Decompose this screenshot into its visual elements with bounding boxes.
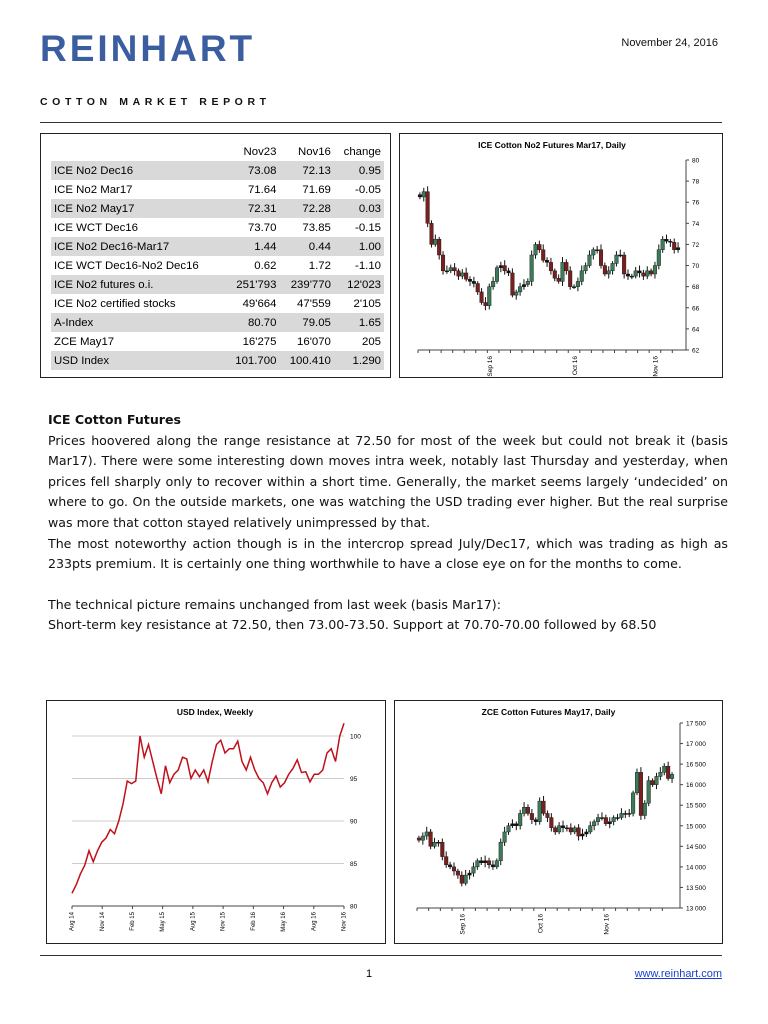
table-cell-value: 0.03 <box>334 199 384 218</box>
candle <box>561 826 565 828</box>
website-link[interactable]: www.reinhart.com <box>634 968 722 980</box>
table-cell-value: 0.95 <box>334 161 384 180</box>
candle <box>518 287 522 292</box>
candle <box>444 857 448 865</box>
candle <box>437 842 441 843</box>
candle <box>662 766 666 772</box>
candle <box>514 824 518 826</box>
table-cell-value: 72.13 <box>279 161 333 180</box>
table-cell-value: 79.05 <box>279 313 333 332</box>
candle <box>495 861 499 867</box>
y-tick-label: 14 000 <box>686 864 706 872</box>
table-cell-value: 0.62 <box>254 259 277 272</box>
table-cell-value: 80.70 <box>225 313 279 332</box>
usd-index-line <box>72 723 344 893</box>
x-tick-label: Oct 16 <box>571 356 579 376</box>
candle <box>580 271 584 282</box>
table-cell-label: ZCE May17 <box>54 335 115 348</box>
candle <box>622 255 626 274</box>
candle <box>604 818 608 824</box>
table-cell-value: 73.85 <box>302 221 331 234</box>
candle <box>581 834 585 836</box>
candle <box>639 772 643 815</box>
candle <box>479 861 483 863</box>
candle <box>596 818 600 822</box>
y-tick-label: 70 <box>692 263 700 271</box>
candle <box>577 828 581 836</box>
table-cell-value: 49'664 <box>242 297 277 310</box>
candle <box>655 776 659 784</box>
candle <box>627 813 631 814</box>
candle <box>643 803 647 815</box>
candle <box>585 832 589 834</box>
reinhart-logo: REINHART <box>40 28 256 69</box>
x-tick-label: Aug 16 <box>311 912 318 932</box>
y-tick-label: 76 <box>692 199 700 207</box>
table-row <box>51 180 384 199</box>
candle <box>445 271 449 272</box>
y-tick-label: 68 <box>692 284 700 292</box>
candle <box>530 813 534 819</box>
candle <box>518 813 522 825</box>
table-cell-label: ICE WCT Dec16-No2 Dec16 <box>54 259 199 272</box>
y-tick-label: 74 <box>692 220 700 228</box>
candle <box>612 818 616 822</box>
y-tick-label: 85 <box>350 861 358 868</box>
y-tick-label: 72 <box>692 241 700 249</box>
candle <box>568 271 572 287</box>
y-tick-label: 13 500 <box>686 884 706 892</box>
candle <box>484 303 488 306</box>
candle <box>522 285 526 287</box>
candle <box>588 255 592 266</box>
candle <box>425 832 429 836</box>
ice-candlestick-chart <box>400 134 722 377</box>
y-tick-label: 80 <box>350 903 358 911</box>
candle <box>526 807 530 813</box>
candle <box>666 766 670 778</box>
candle <box>476 284 480 292</box>
candle <box>487 861 491 865</box>
x-tick-label: Nov 16 <box>341 912 348 932</box>
table-cell-value: 1.44 <box>225 237 279 256</box>
candle <box>507 826 511 832</box>
candle <box>441 842 445 856</box>
table-cell-value: 101.700 <box>225 351 279 370</box>
candle <box>503 266 507 271</box>
zce-candlestick-chart <box>395 701 722 943</box>
candle <box>538 801 542 822</box>
candle <box>611 263 615 270</box>
candle <box>468 873 472 875</box>
candle <box>573 828 577 832</box>
candle <box>620 813 624 817</box>
x-tick-label: Nov 14 <box>99 912 106 932</box>
table-cell-value: -1.10 <box>355 259 381 272</box>
paragraph-3: The technical picture remains unchanged from last week (basis Mar17): <box>48 596 501 612</box>
candle <box>421 836 425 840</box>
commentary <box>48 410 728 636</box>
candle <box>522 807 526 813</box>
candle <box>448 865 452 867</box>
y-tick-label: 95 <box>350 776 358 783</box>
y-tick-label: 62 <box>692 347 700 355</box>
table-cell-value: -0.05 <box>355 183 381 196</box>
table-cell-value: 12'023 <box>334 275 384 294</box>
table-cell-value: 100.410 <box>279 351 333 370</box>
candle <box>530 255 534 281</box>
y-tick-label: 17 500 <box>686 720 706 728</box>
candle <box>618 255 622 256</box>
candle <box>576 281 580 286</box>
candle <box>600 818 604 819</box>
candle <box>569 828 573 832</box>
table-row <box>51 161 384 180</box>
table-cell-value: 73.70 <box>247 221 277 234</box>
table-row <box>51 294 384 313</box>
candle <box>422 192 426 197</box>
candle <box>461 273 465 276</box>
candle <box>456 871 460 875</box>
candle <box>417 838 421 840</box>
table-cell-value: 239'770 <box>279 275 333 294</box>
paragraph-2: The most noteworthy action though is in the intercrop spread July/Dec17, which was trading as high as 233pts premium. It is certainly one thing worthwhile to have a close eye on for the months to come. <box>48 535 728 572</box>
candle <box>630 276 634 277</box>
candle <box>526 281 530 284</box>
candle <box>670 774 674 778</box>
candle <box>437 239 441 255</box>
candle <box>557 278 561 281</box>
candle <box>514 292 518 295</box>
candle <box>472 281 476 283</box>
footer-divider <box>40 955 722 956</box>
y-tick-label: 15 500 <box>686 802 706 810</box>
table-cell-value: 1.290 <box>334 351 384 370</box>
candle <box>550 818 554 828</box>
table-row <box>51 199 384 218</box>
table-cell-value: 73.08 <box>225 161 279 180</box>
column-header <box>51 142 225 161</box>
table-cell-value: 71.69 <box>302 183 331 196</box>
table-cell-value: 1.72 <box>308 259 331 272</box>
candle <box>607 271 611 274</box>
table-cell-label: ICE No2 certified stocks <box>54 297 176 310</box>
y-tick-label: 64 <box>692 326 700 334</box>
candle <box>592 822 596 826</box>
candle <box>511 824 515 826</box>
chart-title: ICE Cotton No2 Futures Mar17, Daily <box>478 140 626 150</box>
table-row <box>51 275 384 294</box>
candle <box>608 822 612 824</box>
table-cell-label: ICE No2 Mar17 <box>54 183 133 196</box>
column-header: Nov23 <box>243 145 277 158</box>
candle <box>426 192 430 224</box>
candle <box>669 241 673 242</box>
candle <box>464 273 468 279</box>
candle <box>449 268 453 271</box>
table-cell-value: 72.28 <box>279 199 333 218</box>
candle <box>642 273 646 276</box>
column-header: change <box>343 145 381 158</box>
candle <box>599 250 603 266</box>
candle <box>561 262 565 281</box>
table-cell-label: A-Index <box>51 313 225 332</box>
candle <box>499 266 503 268</box>
candle <box>557 826 561 832</box>
table-cell-value: 71.64 <box>247 183 277 196</box>
candle <box>468 279 472 281</box>
table-cell-value: 251'793 <box>225 275 279 294</box>
table-cell-value: 1.65 <box>334 313 384 332</box>
table-cell-value: 16'070 <box>297 335 331 348</box>
candle <box>565 262 569 270</box>
candle <box>476 861 480 867</box>
table-row <box>51 313 384 332</box>
table-cell-value: 72.31 <box>225 199 279 218</box>
candle <box>534 820 538 822</box>
table-cell-label: USD Index <box>51 351 225 370</box>
candle <box>649 271 653 274</box>
candle <box>659 772 663 776</box>
table-cell-label: ICE No2 Dec16-Mar17 <box>51 237 225 256</box>
candle <box>676 248 680 250</box>
page-number: 1 <box>366 968 373 980</box>
table-cell-value: 47'559 <box>297 297 331 310</box>
table-header-row <box>51 142 384 161</box>
candle <box>647 781 651 804</box>
header-divider <box>40 122 722 123</box>
y-tick-label: 17 000 <box>686 741 706 749</box>
candle <box>546 813 550 817</box>
candle <box>429 832 433 846</box>
x-tick-label: Nov 16 <box>603 914 611 935</box>
y-tick-label: 14 500 <box>686 843 706 851</box>
candle <box>588 826 592 832</box>
x-tick-label: Feb 16 <box>250 912 257 931</box>
table-row <box>51 218 384 237</box>
candle <box>565 828 569 829</box>
candle <box>491 865 495 867</box>
candle <box>553 828 557 832</box>
x-tick-label: Feb 15 <box>130 912 137 931</box>
candle <box>464 875 468 883</box>
candle <box>480 292 484 303</box>
table-cell-label: ICE No2 May17 <box>51 199 225 218</box>
candle <box>553 271 557 278</box>
candle <box>511 273 515 295</box>
x-tick-label: May 15 <box>160 912 167 932</box>
candle <box>616 818 620 819</box>
candle <box>507 271 511 273</box>
candle <box>638 271 642 273</box>
table-cell-value: 205 <box>361 335 381 348</box>
x-tick-label: May 16 <box>281 912 288 932</box>
candle <box>661 239 665 250</box>
table-row <box>51 332 384 351</box>
candle <box>434 239 438 244</box>
candle <box>499 842 503 861</box>
candle <box>592 250 596 255</box>
candle <box>624 813 628 814</box>
table-cell-label: ICE WCT Dec16 <box>54 221 138 234</box>
y-tick-label: 80 <box>692 157 700 165</box>
candle <box>495 268 499 282</box>
candle <box>542 801 546 813</box>
candle <box>634 271 638 276</box>
candle <box>651 781 655 785</box>
candle <box>453 268 457 271</box>
commentary-heading: ICE Cotton Futures <box>48 412 182 427</box>
candle <box>460 875 464 883</box>
candle <box>672 242 676 249</box>
candle <box>541 250 545 261</box>
candle <box>615 255 619 263</box>
chart-title: ZCE Cotton Futures May17, Daily <box>481 707 616 717</box>
candle <box>572 287 576 288</box>
table-row <box>51 351 384 370</box>
price-table <box>51 142 384 370</box>
candle <box>645 271 649 276</box>
table-cell-value: 1.00 <box>334 237 384 256</box>
table-row <box>51 237 384 256</box>
table-cell-value: 2'105 <box>353 297 381 310</box>
chart-title: USD Index, Weekly <box>176 707 254 717</box>
candle <box>545 260 549 262</box>
paragraph-1: Prices hoovered along the range resistance at 72.50 for most of the week but could not break it (basis Mar17). There were some interesting down moves intra week, notably last Thursday and yesterday, when prices fell sharply only to recover within a short time. Generally, the market seems largely ‘undecided’ on where to go. On the outside markets, one was watching the USD trading ever higher. But the real surprise was more that cotton stayed relatively unimpressed by that. <box>48 432 728 530</box>
candle <box>538 244 542 249</box>
candle <box>457 271 461 276</box>
x-tick-label: Sep 16 <box>487 356 495 377</box>
candle <box>487 287 491 306</box>
table-cell-value: 16'275 <box>242 335 277 348</box>
x-tick-label: Nov 16 <box>652 356 660 377</box>
paragraph-4: Short-term key resistance at 72.50, then 73.00-73.50. Support at 70.70-70.00 followed by 68.50 <box>48 617 657 633</box>
y-tick-label: 78 <box>692 178 700 186</box>
price-table-box <box>40 133 391 378</box>
chart-usd-index <box>46 700 386 944</box>
candle <box>483 861 487 863</box>
table-cell-label: ICE No2 futures o.i. <box>51 275 225 294</box>
candle <box>491 281 495 286</box>
table-cell-value: -0.15 <box>355 221 381 234</box>
candle <box>418 195 422 197</box>
candle <box>665 239 669 241</box>
y-tick-label: 13 000 <box>686 905 706 913</box>
candle <box>626 274 630 276</box>
y-tick-label: 90 <box>350 818 358 826</box>
chart-ice-mar17 <box>399 133 723 378</box>
y-tick-label: 66 <box>692 305 700 313</box>
y-tick-label: 100 <box>350 733 361 741</box>
x-tick-label: Sep 16 <box>459 914 467 935</box>
table-cell-label: ICE No2 Dec16 <box>51 161 225 180</box>
candle <box>603 266 607 274</box>
candle <box>631 793 635 814</box>
candle <box>584 266 588 271</box>
candle <box>503 832 507 842</box>
candle <box>472 867 476 873</box>
table-row <box>51 256 384 275</box>
candle <box>657 250 661 266</box>
candle <box>653 266 657 274</box>
candle <box>635 772 639 793</box>
report-subtitle: COTTON MARKET REPORT <box>40 96 271 108</box>
y-tick-label: 15 000 <box>686 823 706 831</box>
x-tick-label: Nov 15 <box>220 912 227 932</box>
x-tick-label: Aug 14 <box>69 912 76 932</box>
column-header: Nov16 <box>297 145 331 158</box>
x-tick-label: Oct 16 <box>537 914 545 934</box>
candle <box>549 262 553 270</box>
candle <box>433 842 437 846</box>
chart-zce-may17 <box>394 700 723 944</box>
candle <box>430 223 434 244</box>
table-cell-value: 0.44 <box>279 237 333 256</box>
candle <box>595 250 599 251</box>
candle <box>452 867 456 871</box>
candle <box>441 255 445 271</box>
y-tick-label: 16 500 <box>686 761 706 769</box>
x-tick-label: Aug 15 <box>190 912 197 932</box>
usd-line-chart <box>47 701 385 943</box>
report-date: November 24, 2016 <box>621 37 718 49</box>
y-tick-label: 16 000 <box>686 782 706 790</box>
candle <box>534 244 538 255</box>
